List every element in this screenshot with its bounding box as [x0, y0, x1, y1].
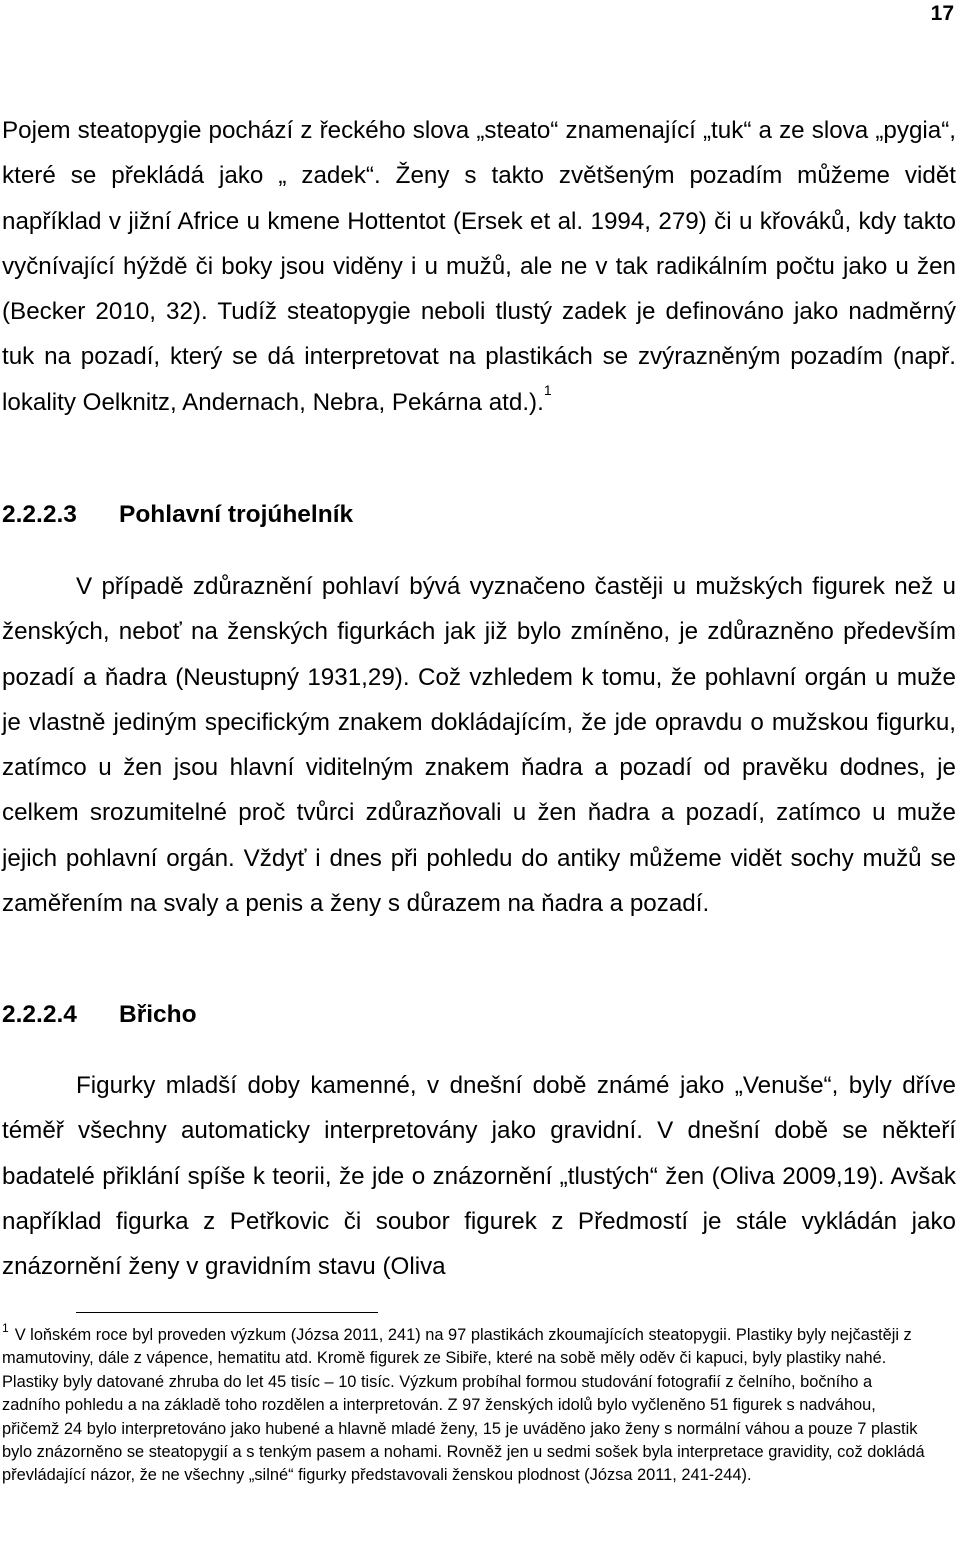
- footnote-text: V loňském roce byl proveden výzkum (Józsa 2011, 241) na 97 plastikách zkoumajících steatopygii. Plastiky byly nejčastěji z mamutoviny, dále z vápence, hematitu atd. Kromě figurek ze Sibiře, které na sobě měly oděv či kapuci, byly plastiky nahé. Plastiky byly datované zhruba do let 45 tisíc – 10 tisíc. Výzkum probíhal formou studování fotografií z čelního, bočního a zadního pohledu a na základě toho rozdělen a interpretován. Z 97 ženských idolů bylo vyčleněno 51 figurek s nadváhou, přičemž 24 bylo interpretováno jako hubené a hlavně mladé ženy, 15 je uváděno jako ženy s normální váhou a pouze 7 plastik bylo znázorněno se steatopygií a s tenkým pasem a nohami. Rovněž jen u sedmi sošek byla interpretace gravidity, což dokládá převládající názor, že ne všechny „silné“ figurky představovali ženskou plodnost (Józsa 2011, 241-244).: [2, 1326, 925, 1485]
- footnote-reference[interactable]: 1: [543, 381, 552, 398]
- page-number: 17: [930, 2, 954, 25]
- section-heading-bricho: [2, 1000, 197, 1030]
- footnote-separator: [76, 1312, 378, 1313]
- paragraph-bricho: Figurky mladší doby kamenné, v dnešní době známé jako „Venuše“, byly dříve téměř všechny automaticky interpretovány jako gravidní. V dnešní době se někteří badatelé přiklání spíše k teorii, že jde o znázornění „tlustých“ žen (Oliva 2009,19). Avšak například figurka z Petřkovic či soubor figurek z Předmostí je stále vykládán jako znázornění ženy v gravidním stavu (Oliva: [2, 1072, 956, 1281]
- paragraph-steatopygie-text: Pojem steatopygie pochází z řeckého slova „steato“ znamenající „tuk“ a ze slova „pygia“, které se překládá jako „ zadek“. Ženy s takto zvětšeným pozadím můžeme vidět například v jižní Africe u kmene Hottentot (Ersek et al. 1994, 279) či u křováků, kdy takto vyčnívající hýždě či boky jsou viděny i u mužů, ale ne v tak radikálním počtu jako u žen (Becker 2010, 32). Tudíž steatopygie neboli tlustý zadek je definováno jako nadměrný tuk na pozadí, který se dá interpretovat na plastikách se zvýrazněným pozadím (např. lokality Oelknitz, Andernach, Nebra, Pekárna atd.).: [2, 117, 956, 416]
- paragraph-pohlavni-trojuhelnik: V případě zdůraznění pohlaví bývá vyznačeno častěji u mužských figurek než u ženských, neboť na ženských figurkách jak již bylo zmíněno, je zdůrazněno především pozadí a ňadra (Neustupný 1931,29). Což vzhledem k tomu, že pohlavní orgán u muže je vlastně jediným specifickým znakem dokládajícím, že jde opravdu o mužskou figurku, zatímco u žen jsou hlavní viditelným znakem ňadra a pozadí od pravěku dodnes, je celkem srozumitelné proč tvůrci zdůrazňovali u žen ňadra a pozadí, zatímco u muže jejich pohlavní orgán. Vždyť i dnes při pohledu do antiky můžeme vidět sochy mužů se zaměřením na svaly a penis a ženy s důrazem na ňadra a pozadí.: [2, 573, 956, 918]
- section-title: Břicho: [119, 1001, 197, 1028]
- section-number: 2.2.2.3: [2, 501, 77, 528]
- section-title: Pohlavní trojúhelník: [119, 501, 354, 528]
- section-number: 2.2.2.4: [2, 1001, 77, 1028]
- section-heading-pohlavni-trojuhelnik: [2, 500, 353, 530]
- footnote: [2, 1321, 928, 1488]
- paragraph-steatopygie: [2, 108, 956, 425]
- footnote-marker: 1: [2, 1321, 9, 1335]
